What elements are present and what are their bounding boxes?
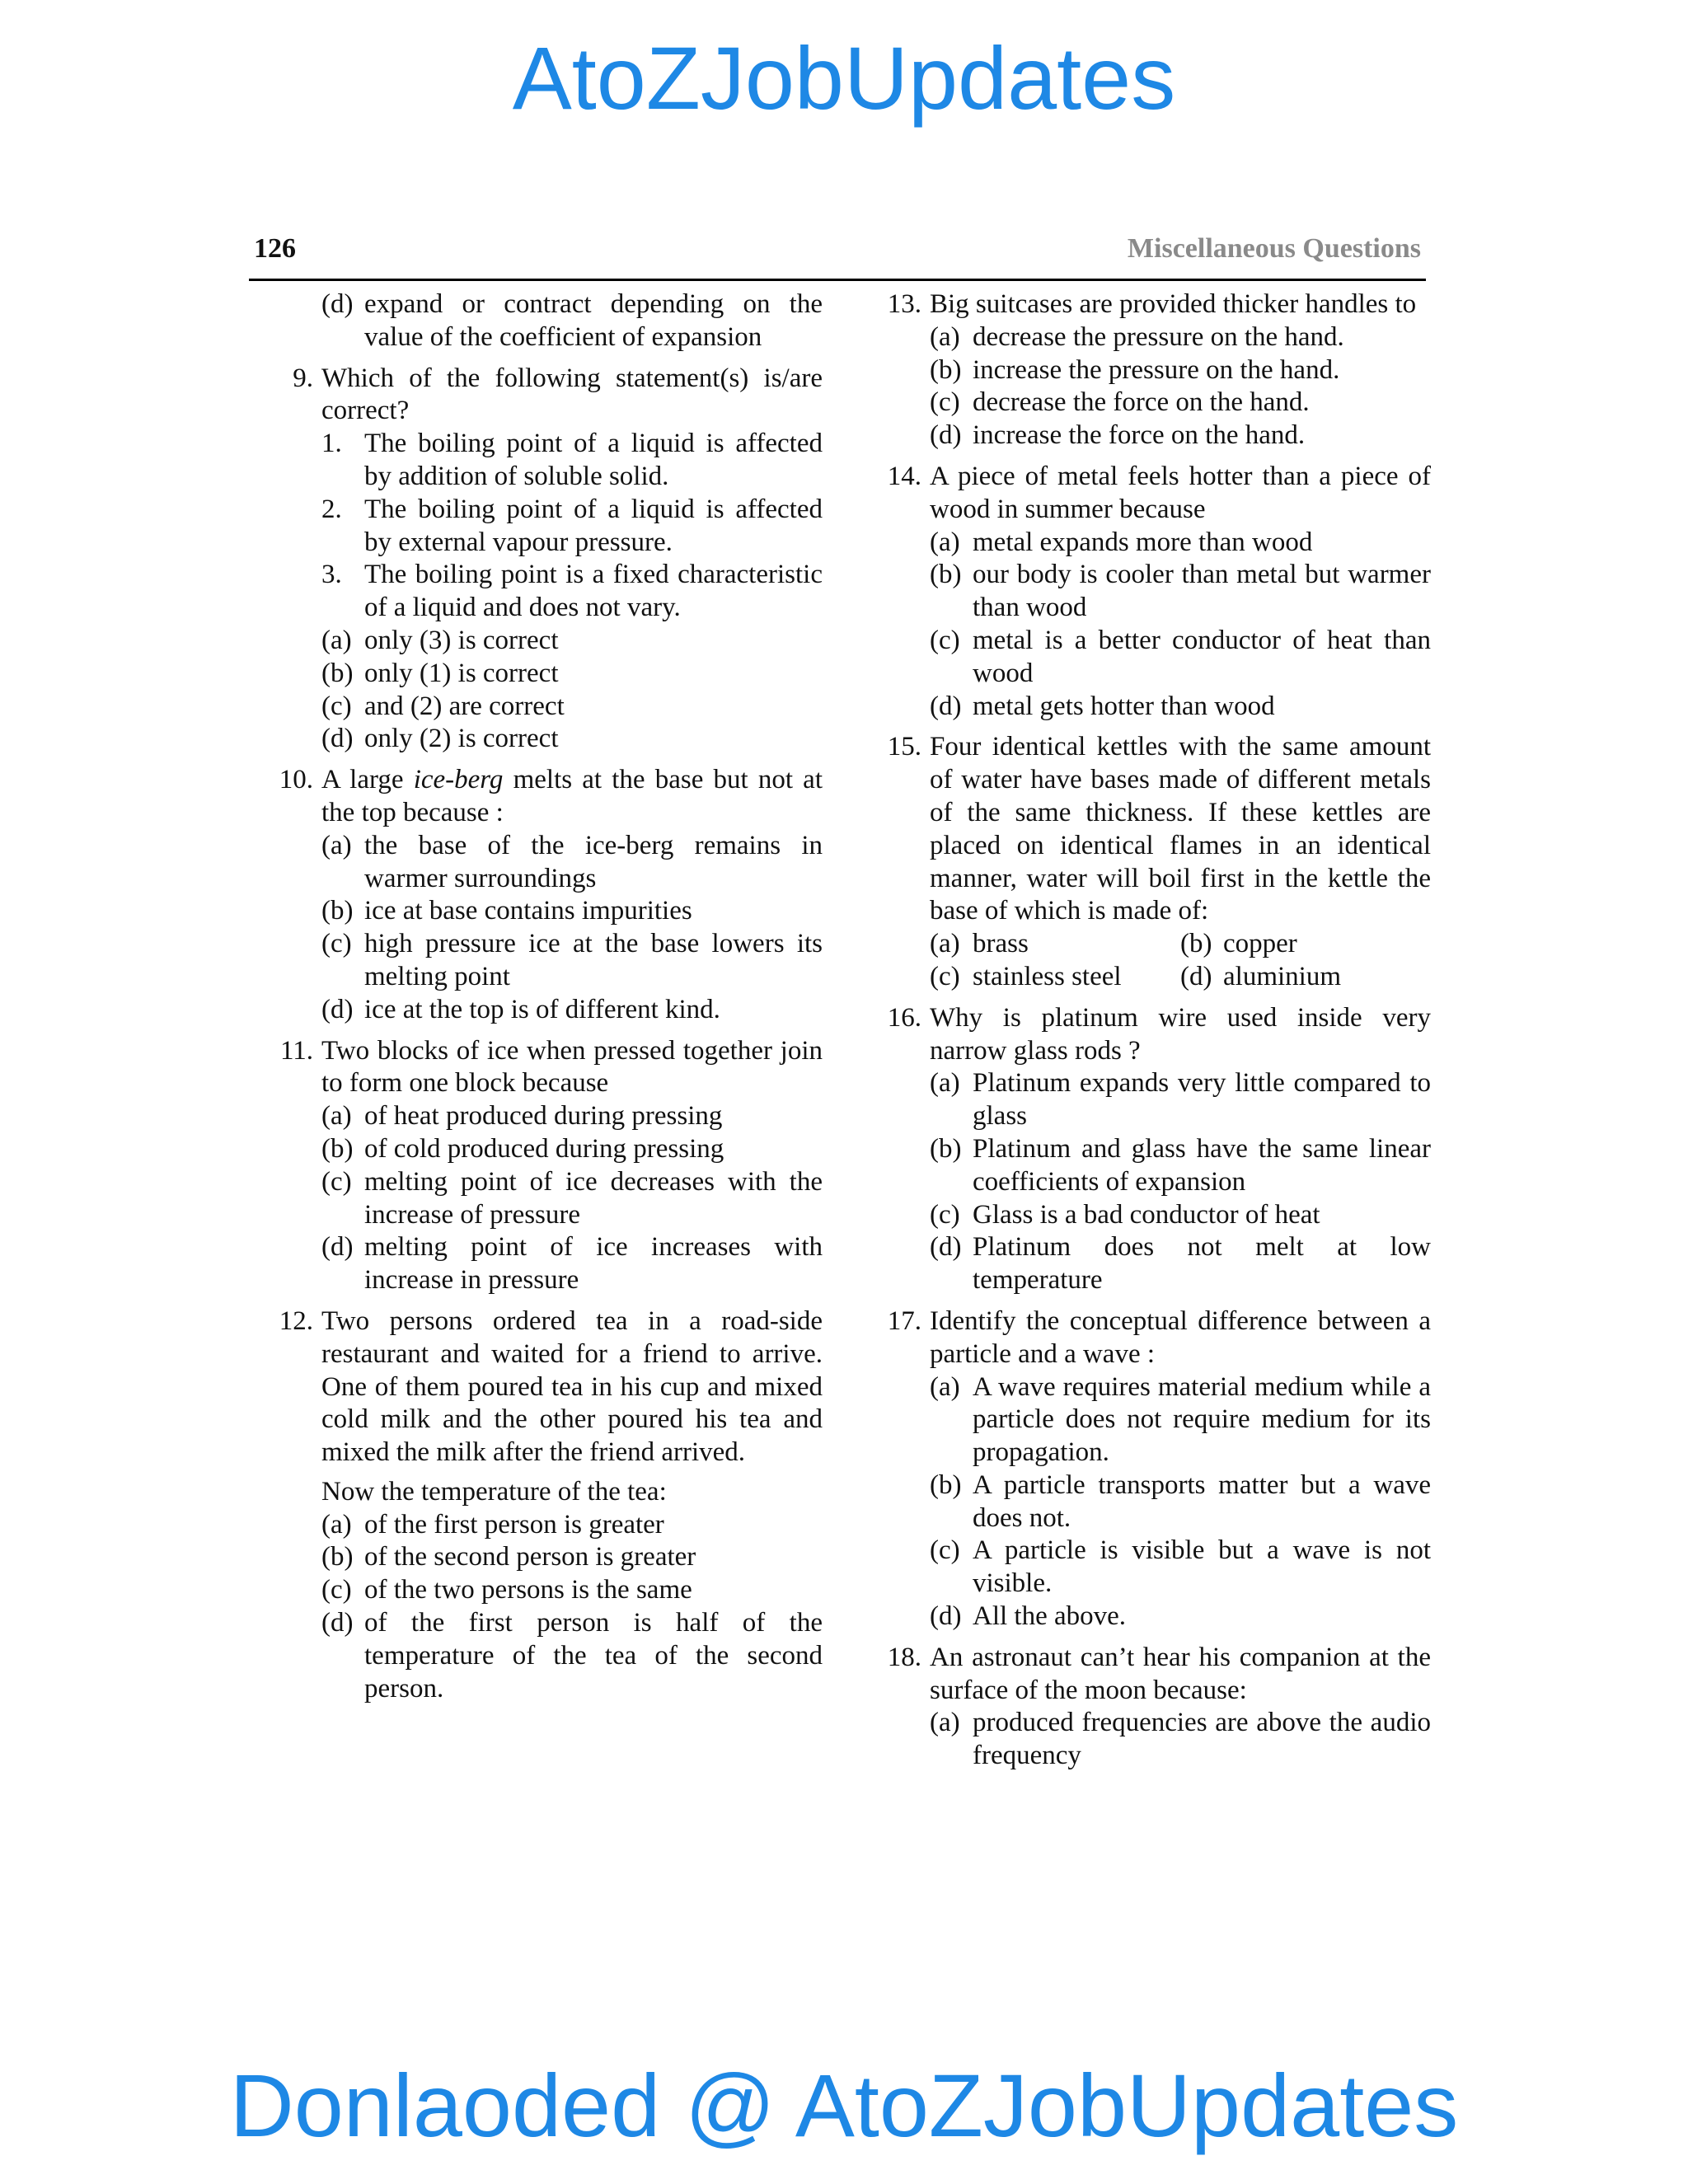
watermark-top: AtoZJobUpdates <box>512 28 1176 128</box>
question-14 <box>880 461 1431 723</box>
question-stem: An astronaut can’t hear his companion at the surface of the moon because: <box>930 1642 1431 1705</box>
question-stem: A large ice-berg melts at the base but not at the top because : <box>321 765 823 827</box>
question-stem: A piece of metal feels hotter than a piece of wood in summer because <box>930 461 1431 524</box>
question-stem: Two blocks of ice when pressed together join to form one block because <box>321 1035 823 1099</box>
question-number: 18. <box>887 1642 921 1672</box>
question-stem: Two persons ordered tea in a road-side restaurant and waited for a friend to arrive. One of them poured tea in his cup and mixed cold milk and the other poured his tea and mixed the milk after the friend arrived. <box>321 1305 823 1468</box>
option-a: (a) metal expands more than wood <box>930 527 1313 557</box>
question-11 <box>272 1035 823 1297</box>
statement-1: 1. The boiling point of a liquid is affected by addition of soluble solid. <box>321 429 823 491</box>
statement-2: 2. The boiling point of a liquid is affected by external vapour pressure. <box>321 494 823 557</box>
watermark-bottom: Donlaoded @ AtoZJobUpdates <box>229 2055 1459 2155</box>
question-stem: Why is platinum wire used inside very narrow glass rods ? <box>930 1002 1431 1066</box>
question-13 <box>880 288 1431 452</box>
question-number: 15. <box>887 732 921 762</box>
option-row <box>930 928 1431 961</box>
question-15 <box>880 731 1431 993</box>
option-a: (a) Platinum expands very little compared to glass <box>930 1068 1431 1132</box>
option-a: (a) of the first person is greater <box>321 1509 664 1540</box>
question-number: 9. <box>293 363 313 393</box>
option-c: (c) A particle is visible but a wave is not visible. <box>930 1535 1431 1599</box>
option-d: (d) increase the force on the hand. <box>930 420 1306 451</box>
page-number: 126 <box>254 233 296 264</box>
question-number: 16. <box>887 1002 921 1033</box>
option-b: (b) ice at base contains impurities <box>321 896 692 926</box>
option-d: (d) of the first person is half of the temperature of the tea of the second person. <box>321 1608 823 1704</box>
question-stem: Identify the conceptual difference between a particle and a wave : <box>930 1305 1431 1369</box>
option-c: (c) melting point of ice decreases with the increase of pressure <box>321 1166 823 1230</box>
right-column <box>880 288 1431 1773</box>
option-b: (b) only (1) is correct <box>321 658 559 688</box>
italic-term: ice-berg <box>413 765 504 795</box>
option-d: (d) ice at the top is of different kind. <box>321 994 720 1024</box>
option-c: (c) metal is a better conductor of heat than wood <box>930 625 1431 688</box>
left-column <box>272 288 823 1705</box>
option-a: (a) only (3) is correct <box>321 625 559 655</box>
statement-3: 3. The boiling point is a fixed characteristic of a liquid and does not vary. <box>321 560 823 623</box>
question-number: 12. <box>279 1305 313 1336</box>
option-b: (b) copper <box>1180 929 1297 959</box>
option-c: (c) stainless steel <box>930 961 1122 991</box>
option-a: (a) brass <box>930 929 1029 959</box>
option-d: (d) melting point of ice increases with increase in pressure <box>321 1232 823 1296</box>
option-c: (c) high pressure ice at the base lowers its melting point <box>321 929 823 991</box>
option-a: (a) produced frequencies are above the audio frequency <box>930 1708 1431 1771</box>
option-d: (d) metal gets hotter than wood <box>930 691 1275 721</box>
question-number: 14. <box>887 461 921 491</box>
option-d: (d) only (2) is correct <box>321 724 559 754</box>
running-header <box>249 231 1426 281</box>
question-stem: Four identical kettles with the same amount of water have bases made of different metals of the same thickness. If these kettles are placed on identical flames in an identical manner, water will boil first in the kettle the base of which is made of: <box>930 732 1431 926</box>
question-12 <box>272 1305 823 1706</box>
option-c: (c) Glass is a bad conductor of heat <box>930 1199 1320 1230</box>
option-d: (d) All the above. <box>930 1601 1127 1632</box>
option-a: (a) A wave requires material medium while a particle does not require medium for its propagation. <box>930 1371 1431 1468</box>
option-c: (c) decrease the force on the hand. <box>930 387 1310 418</box>
question-stem: Big suitcases are provided thicker handles to <box>930 289 1417 319</box>
question-note: Now the temperature of the tea: <box>321 1476 667 1507</box>
option-b: (b) of the second person is greater <box>321 1542 696 1572</box>
option-text: expand or contract depending on the value of the coefficient of expansion <box>364 289 823 352</box>
question-16 <box>880 1002 1431 1297</box>
question-10 <box>272 764 823 1026</box>
option-a: (a) decrease the pressure on the hand. <box>930 321 1344 352</box>
option-a: (a) of heat produced during pressing <box>321 1101 723 1132</box>
option-row <box>930 961 1431 994</box>
option-d: (d) Platinum does not melt at low temperature <box>930 1232 1431 1296</box>
question-17 <box>880 1305 1431 1633</box>
option-b: (b) increase the pressure on the hand. <box>930 354 1340 385</box>
section-title: Miscellaneous Questions <box>1127 233 1421 264</box>
option-b: (b) of cold produced during pressing <box>321 1133 724 1164</box>
option-label: (d) <box>321 289 354 319</box>
carryover-option <box>272 288 823 354</box>
option-b: (b) A particle transports matter but a wave does not. <box>930 1469 1431 1533</box>
option-a: (a) the base of the ice-berg remains in warmer surroundings <box>321 830 823 893</box>
question-9 <box>272 363 823 757</box>
question-number: 10. <box>279 765 313 795</box>
option-b: (b) Platinum and glass have the same linear coefficients of expansion <box>930 1133 1431 1197</box>
question-18 <box>880 1642 1431 1773</box>
question-number: 17. <box>887 1305 921 1336</box>
option-c: (c) and (2) are correct <box>321 691 565 721</box>
option-d: (d) aluminium <box>1180 961 1341 991</box>
option-c: (c) of the two persons is the same <box>321 1575 692 1605</box>
question-number: 13. <box>887 289 921 319</box>
option-b: (b) our body is cooler than metal but warmer than wood <box>930 560 1431 623</box>
question-stem: Which of the following statement(s) is/are correct? <box>321 363 823 426</box>
question-number: 11. <box>279 1035 313 1066</box>
